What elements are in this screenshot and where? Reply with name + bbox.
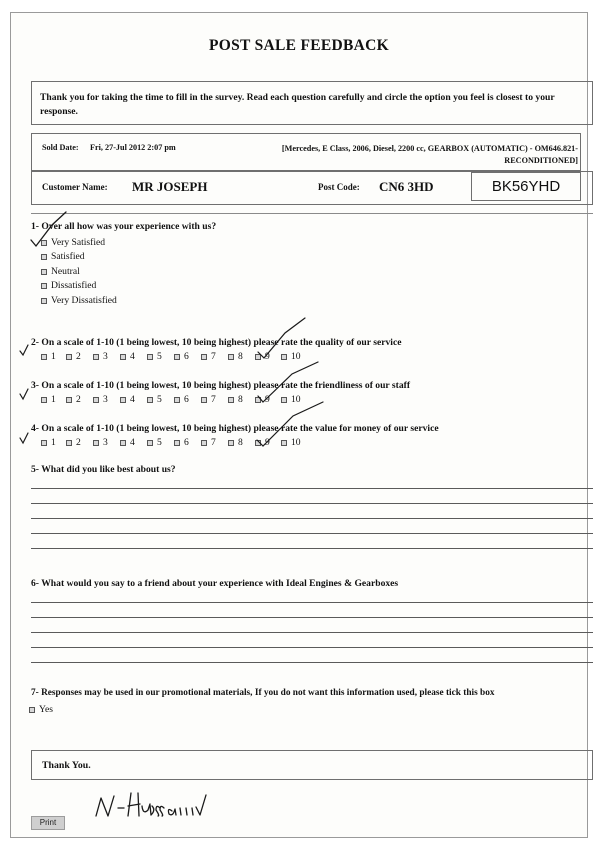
checkbox[interactable] [41, 440, 47, 446]
answer-line[interactable] [31, 647, 593, 648]
checkbox[interactable] [174, 440, 180, 446]
question-5: 5- What did you like best about us? [31, 464, 176, 475]
checkbox[interactable] [41, 397, 47, 403]
answer-line[interactable] [31, 632, 593, 633]
rating-option[interactable]: 3 [93, 351, 108, 362]
rating-option[interactable]: 9 [255, 437, 270, 448]
checkbox[interactable] [255, 440, 261, 446]
q1-option-dissatisfied[interactable]: Dissatisfied [41, 280, 96, 291]
rating-option[interactable]: 10 [281, 437, 301, 448]
rating-option[interactable]: 8 [228, 394, 243, 405]
checkbox[interactable] [93, 440, 99, 446]
rating-option[interactable]: 6 [174, 437, 189, 448]
rating-option[interactable]: 1 [41, 351, 56, 362]
rating-option[interactable]: 9 [255, 394, 270, 405]
checkbox[interactable] [41, 254, 47, 260]
rating-option[interactable]: 7 [201, 394, 216, 405]
checkbox[interactable] [201, 354, 207, 360]
checkbox[interactable] [93, 354, 99, 360]
customer-name: MR JOSEPH [132, 179, 208, 194]
checkbox[interactable] [281, 354, 287, 360]
q7-option-yes[interactable]: Yes [29, 704, 53, 715]
customer-name-label: Customer Name: [42, 182, 108, 192]
q1-option-very-satisfied[interactable]: Very Satisfied [41, 237, 105, 248]
rating-option[interactable]: 5 [147, 394, 162, 405]
rating-option[interactable]: 6 [174, 351, 189, 362]
rating-option[interactable]: 4 [120, 437, 135, 448]
answer-line[interactable] [31, 488, 593, 489]
rating-option[interactable]: 5 [147, 351, 162, 362]
checkbox[interactable] [174, 354, 180, 360]
checkbox[interactable] [41, 298, 47, 304]
feedback-sheet [10, 12, 588, 838]
checkbox[interactable] [281, 440, 287, 446]
thank-you-text: Thank You. [42, 760, 91, 771]
checkbox[interactable] [66, 397, 72, 403]
postcode-label: Post Code: [318, 182, 360, 192]
rating-option[interactable]: 8 [228, 437, 243, 448]
checkbox[interactable] [147, 440, 153, 446]
intro-box [31, 81, 593, 125]
rating-option[interactable]: 1 [41, 394, 56, 405]
sale-details-box [31, 133, 581, 171]
checkbox[interactable] [120, 440, 126, 446]
checkbox[interactable] [281, 397, 287, 403]
checkbox[interactable] [228, 397, 234, 403]
question-7: 7- Responses may be used in our promotional materials, If you do not want this information used, please tick this box [31, 688, 495, 698]
checkbox[interactable] [93, 397, 99, 403]
question-3: 3- On a scale of 1-10 (1 being lowest, 10 being highest) please rate the friendliness of our staff [31, 380, 411, 391]
thank-you-box [31, 750, 593, 780]
checkbox[interactable] [228, 354, 234, 360]
rating-option[interactable]: 9 [255, 351, 270, 362]
rating-option[interactable]: 3 [93, 394, 108, 405]
section-divider [31, 213, 593, 214]
answer-line[interactable] [31, 602, 593, 603]
checkbox[interactable] [41, 283, 47, 289]
intro-text: Thank you for taking the time to fill in the survey. Read each question carefully and circle the option you feel is closest to your response. [40, 92, 555, 117]
answer-line[interactable] [31, 662, 593, 663]
answer-line[interactable] [31, 533, 593, 534]
rating-option[interactable]: 4 [120, 351, 135, 362]
answer-line[interactable] [31, 518, 593, 519]
question-1: 1- Over all how was your experience with us? [31, 221, 217, 232]
answer-line[interactable] [31, 503, 593, 504]
rating-option[interactable]: 1 [41, 437, 56, 448]
checkbox[interactable] [201, 440, 207, 446]
checkbox[interactable] [29, 707, 35, 713]
checkbox[interactable] [255, 354, 261, 360]
checkbox[interactable] [174, 397, 180, 403]
answer-line[interactable] [31, 617, 593, 618]
checkbox[interactable] [41, 354, 47, 360]
checkbox[interactable] [120, 397, 126, 403]
rating-option[interactable]: 10 [281, 351, 301, 362]
registration-box [471, 172, 581, 201]
answer-line[interactable] [31, 548, 593, 549]
rating-option[interactable]: 6 [174, 394, 189, 405]
rating-option[interactable]: 8 [228, 351, 243, 362]
postcode-value: CN6 3HD [379, 179, 434, 194]
rating-option[interactable]: 10 [281, 394, 301, 405]
rating-option[interactable]: 5 [147, 437, 162, 448]
rating-option[interactable]: 3 [93, 437, 108, 448]
rating-option[interactable]: 2 [66, 394, 81, 405]
vehicle-description: [Mercedes, E Class, 2006, Diesel, 2200 cc, GEARBOX (AUTOMATIC) - OM646.821-RECONDITIONED] [281, 144, 578, 166]
rating-option[interactable]: 4 [120, 394, 135, 405]
question-6: 6- What would you say to a friend about your experience with Ideal Engines & Gearboxes [31, 578, 399, 589]
checkbox[interactable] [147, 354, 153, 360]
sold-date-value: Fri, 27-Jul 2012 2:07 pm [90, 143, 176, 152]
registration-value: BK56YHD [491, 178, 561, 195]
checkbox[interactable] [41, 240, 47, 246]
checkbox[interactable] [228, 440, 234, 446]
rating-option[interactable]: 2 [66, 351, 81, 362]
question-2: 2- On a scale of 1-10 (1 being lowest, 10 being highest) please rate the quality of our service [31, 337, 402, 348]
checkbox[interactable] [201, 397, 207, 403]
q1-option-neutral[interactable]: Neutral [41, 266, 80, 277]
q1-option-satisfied[interactable]: Satisfied [41, 251, 85, 262]
sold-date-label: Sold Date: [42, 143, 79, 152]
checkbox[interactable] [66, 354, 72, 360]
rating-option[interactable]: 7 [201, 437, 216, 448]
checkbox[interactable] [147, 397, 153, 403]
checkbox[interactable] [66, 440, 72, 446]
question-4: 4- On a scale of 1-10 (1 being lowest, 10 being highest) please rate the value for money of our service [31, 423, 439, 434]
checkbox[interactable] [255, 397, 261, 403]
print-button[interactable]: Print [31, 816, 65, 830]
checkbox[interactable] [120, 354, 126, 360]
rating-option[interactable]: 7 [201, 351, 216, 362]
checkbox[interactable] [41, 269, 47, 275]
form-title: POST SALE FEEDBACK [209, 37, 389, 54]
rating-option[interactable]: 2 [66, 437, 81, 448]
q1-option-very-dissatisfied[interactable]: Very Dissatisfied [41, 295, 117, 306]
